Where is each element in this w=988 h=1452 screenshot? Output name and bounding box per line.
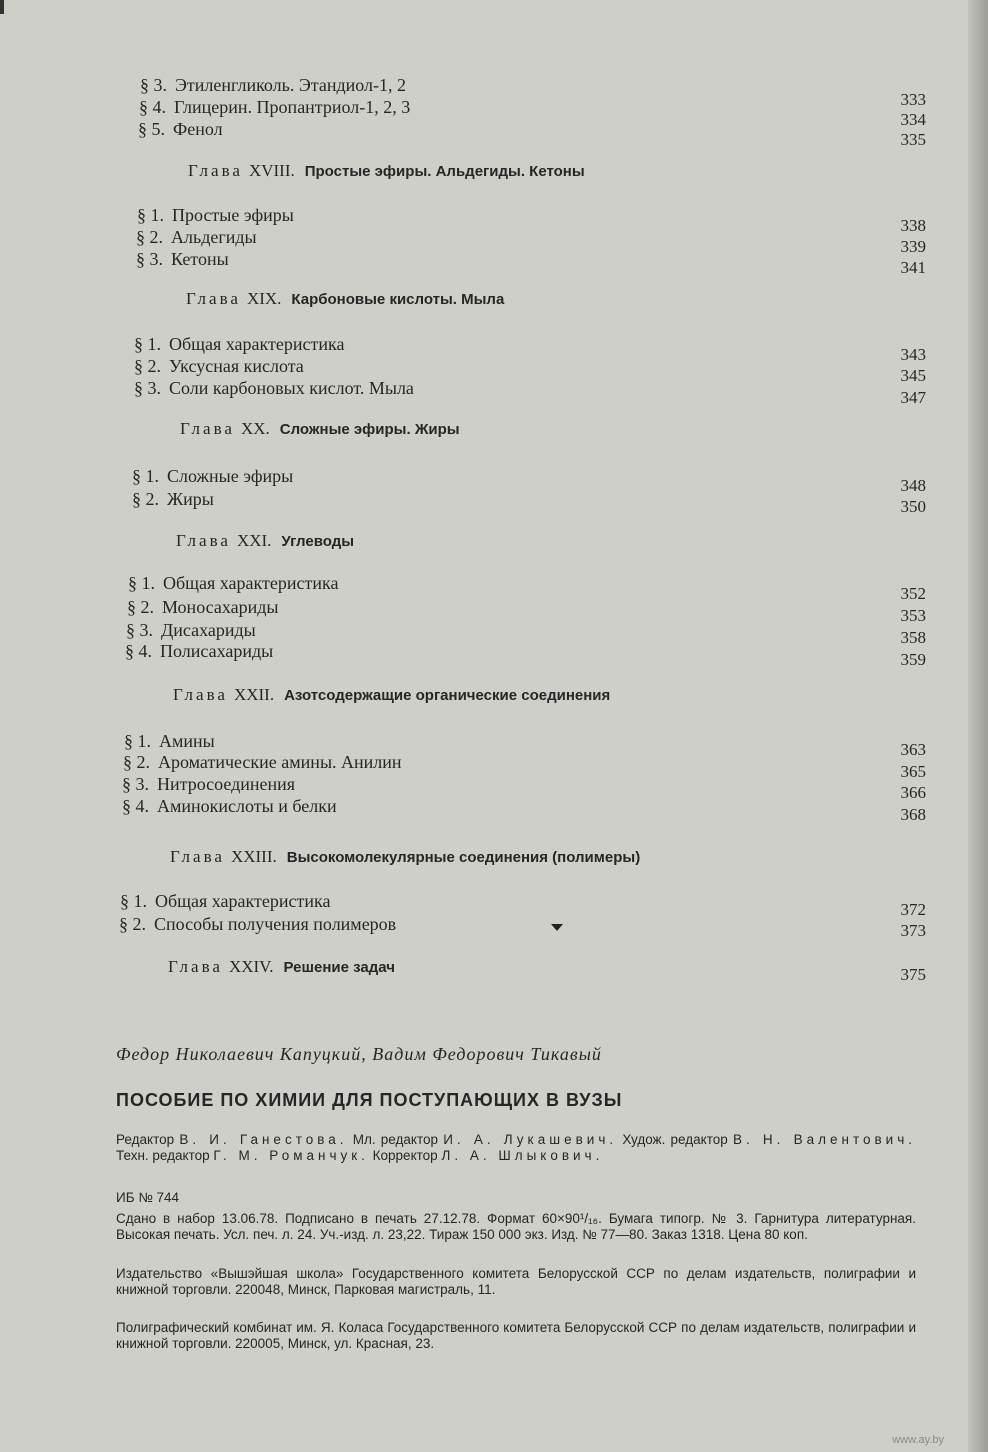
page-number: 365	[900, 762, 926, 781]
watermark: www.ay.by	[892, 1434, 944, 1446]
page-number: 338	[900, 216, 926, 235]
page-number: 345	[900, 366, 926, 385]
page-number: 359	[900, 650, 926, 669]
imprint-publisher: Издательство «Вышэйшая школа» Государственного комитета Белорусской ССР по делам издательств, полиграфии и книжной торговли. 220048, Минск, Парковая магистраль, 11.	[116, 1266, 916, 1297]
page-number: 373	[900, 921, 926, 940]
page-number: 334	[900, 110, 926, 129]
toc-item: § 1. Общая характеристика	[120, 891, 331, 911]
page-number: 347	[900, 388, 926, 407]
toc-item: § 5. Фенол	[138, 119, 223, 139]
chapter-heading: Глава XXIII. Высокомолекулярные соединения (полимеры)	[170, 847, 641, 866]
page-number: 341	[900, 258, 926, 277]
imprint-print-info: Сдано в набор 13.06.78. Подписано в печать 27.12.78. Формат 60×90¹/₁₆. Бумага типогр. № 3. Гарнитура литературная. Высокая печать. Усл. печ. л. 24. Уч.-изд. л. 23,22. Тираж 150 000 экз. Изд. № 77—80. Заказ 1318. Цена 80 коп.	[116, 1211, 916, 1242]
page-number: 368	[900, 805, 926, 824]
toc-item: § 2. Жиры	[132, 489, 214, 509]
toc-item: § 2. Уксусная кислота	[134, 356, 304, 376]
triangle-marker-icon	[551, 924, 563, 931]
page-number: 333	[900, 90, 926, 109]
toc-item: § 3. Соли карбоновых кислот. Мыла	[134, 378, 414, 398]
page-number: 348	[900, 476, 926, 495]
page-number: 343	[900, 345, 926, 364]
toc-item: § 1. Простые эфиры	[137, 205, 294, 225]
page-number: 339	[900, 237, 926, 256]
toc-item: § 2. Моносахариды	[127, 597, 279, 617]
toc-item: § 4. Полисахариды	[125, 641, 274, 661]
toc-item: § 1. Амины	[124, 731, 215, 751]
book-title: ПОСОБИЕ ПО ХИМИИ ДЛЯ ПОСТУПАЮЩИХ В ВУЗЫ	[116, 1090, 623, 1110]
page-edge	[968, 0, 988, 1452]
chapter-heading: Глава XXIV. Решение задач	[168, 957, 395, 976]
toc-item: § 4. Глицерин. Пропантриол-1, 2, 3	[139, 97, 411, 117]
page-number: 352	[900, 584, 926, 603]
toc-item: § 1. Сложные эфиры	[132, 466, 294, 486]
imprint-ib: ИБ № 744	[116, 1190, 180, 1205]
page-number: 366	[900, 783, 926, 802]
page-number: 353	[900, 606, 926, 625]
authors: Федор Николаевич Капуцкий, Вадим Федорович Тикавый	[116, 1044, 602, 1064]
corner-mark	[0, 0, 4, 14]
chapter-heading: Глава XXI. Углеводы	[176, 531, 355, 550]
toc-item: § 3. Нитросоединения	[122, 774, 296, 794]
imprint-editors: Редактор В. И. Ганестова. Мл. редактор И. А. Лукашевич. Худож. редактор В. Н. Валентович. Техн. редактор Г. М. Романчук. Корректор Л. А. Шлыкович.	[116, 1132, 916, 1163]
toc-item: § 4. Аминокислоты и белки	[122, 796, 337, 816]
toc-item: § 3. Дисахариды	[126, 620, 256, 640]
imprint-printer: Полиграфический комбинат им. Я. Коласа Государственного комитета Белорусской ССР по делам издательств, полиграфии и книжной торговли. 220005, Минск, ул. Красная, 23.	[116, 1320, 916, 1351]
toc-item: § 3. Кетоны	[136, 249, 229, 269]
chapter-heading: Глава XXII. Азотсодержащие органические соединения	[173, 685, 611, 704]
chapter-heading: Глава XX. Сложные эфиры. Жиры	[180, 419, 460, 438]
toc-item: § 1. Общая характеристика	[134, 334, 345, 354]
toc-item: § 2. Ароматические амины. Анилин	[123, 752, 402, 772]
page-number: 335	[900, 130, 926, 149]
chapter-heading: Глава XVIII. Простые эфиры. Альдегиды. Кетоны	[188, 161, 585, 180]
page-number: 350	[900, 497, 926, 516]
toc-item: § 1. Общая характеристика	[128, 573, 339, 593]
toc-item: § 2. Альдегиды	[136, 227, 257, 247]
chapter-heading: Глава XIX. Карбоновые кислоты. Мыла	[186, 289, 505, 308]
page-number: 375	[900, 965, 926, 984]
page-number: 372	[900, 900, 926, 919]
page-number: 363	[900, 740, 926, 759]
toc-item: § 3. Этиленгликоль. Этандиол-1, 2	[140, 75, 406, 95]
toc-item: § 2. Способы получения полимеров	[119, 914, 397, 934]
page-number: 358	[900, 628, 926, 647]
